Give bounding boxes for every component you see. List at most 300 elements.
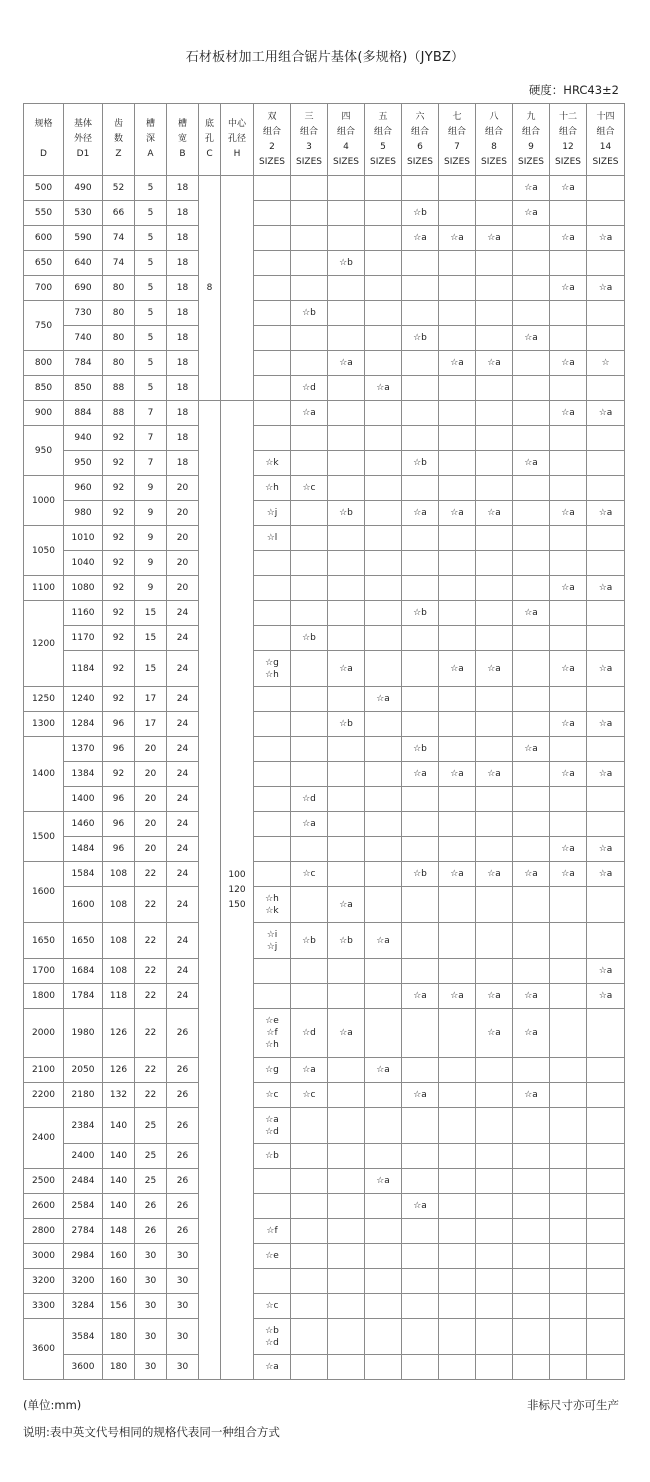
combination-cell: ☆a bbox=[254, 1355, 291, 1380]
outer-diameter-cell: 690 bbox=[64, 276, 103, 301]
combination-cell bbox=[476, 712, 513, 737]
table-row bbox=[24, 201, 625, 226]
column-header bbox=[167, 104, 199, 176]
slot-depth-cell: 25 bbox=[135, 1108, 167, 1144]
combination-cell bbox=[402, 1319, 439, 1355]
combination-cell: ☆a bbox=[513, 1009, 550, 1058]
combination-cell bbox=[254, 276, 291, 301]
outer-diameter-cell: 2400 bbox=[64, 1144, 103, 1169]
spec-d-cell: 2800 bbox=[24, 1219, 64, 1244]
combination-cell bbox=[402, 923, 439, 959]
combination-cell: ☆a bbox=[291, 812, 328, 837]
combination-cell bbox=[365, 1083, 402, 1108]
outer-diameter-cell: 3600 bbox=[64, 1355, 103, 1380]
table-row bbox=[24, 301, 625, 326]
table-row bbox=[24, 626, 625, 651]
combination-cell bbox=[587, 1219, 625, 1244]
combination-cell bbox=[365, 1269, 402, 1294]
combination-cell bbox=[254, 376, 291, 401]
teeth-count-cell: 180 bbox=[103, 1355, 135, 1380]
teeth-count-cell: 92 bbox=[103, 501, 135, 526]
combination-cell: ☆a bbox=[587, 837, 625, 862]
combination-cell: ☆b bbox=[291, 626, 328, 651]
table-row bbox=[24, 837, 625, 862]
bottom-hole-cell: 8 bbox=[199, 176, 221, 401]
slot-width-cell: 30 bbox=[167, 1319, 199, 1355]
combination-cell bbox=[254, 787, 291, 812]
spec-d-cell: 1700 bbox=[24, 959, 64, 984]
combination-cell bbox=[254, 737, 291, 762]
column-header bbox=[221, 104, 254, 176]
combination-cell bbox=[587, 526, 625, 551]
slot-depth-cell: 22 bbox=[135, 959, 167, 984]
combination-cell bbox=[476, 576, 513, 601]
combination-cell: ☆a bbox=[402, 984, 439, 1009]
combination-cell bbox=[587, 1108, 625, 1144]
combination-cell bbox=[402, 176, 439, 201]
combination-cell bbox=[365, 762, 402, 787]
combination-cell: ☆a bbox=[328, 351, 365, 376]
header-line: 组合 bbox=[558, 126, 577, 137]
combination-cell bbox=[513, 426, 550, 451]
slot-depth-cell: 30 bbox=[135, 1269, 167, 1294]
combination-cell bbox=[439, 551, 476, 576]
combination-cell bbox=[513, 276, 550, 301]
combination-cell bbox=[439, 1244, 476, 1269]
slot-width-cell: 26 bbox=[167, 1083, 199, 1108]
combination-cell: ☆a bbox=[402, 1194, 439, 1219]
combination-cell bbox=[513, 1058, 550, 1083]
combination-cell bbox=[365, 1219, 402, 1244]
combination-cell bbox=[328, 1319, 365, 1355]
combination-cell bbox=[365, 984, 402, 1009]
header-line: 组合 bbox=[373, 126, 392, 137]
combination-cell bbox=[439, 426, 476, 451]
combination-cell bbox=[365, 1244, 402, 1269]
header-line: 深 bbox=[145, 134, 155, 144]
combination-cell bbox=[587, 1009, 625, 1058]
combination-cell bbox=[291, 1319, 328, 1355]
combination-cell bbox=[402, 1144, 439, 1169]
teeth-count-cell: 118 bbox=[103, 984, 135, 1009]
table-row bbox=[24, 1269, 625, 1294]
outer-diameter-cell: 730 bbox=[64, 301, 103, 326]
combination-cell bbox=[550, 626, 587, 651]
combination-cell: ☆a bbox=[587, 401, 625, 426]
combination-cell bbox=[513, 1144, 550, 1169]
combination-cell bbox=[254, 401, 291, 426]
combination-cell: ☆a bbox=[587, 226, 625, 251]
header-line: SIZES bbox=[407, 156, 433, 167]
header-line: 组合 bbox=[410, 126, 429, 137]
combination-cell bbox=[476, 737, 513, 762]
combination-cell bbox=[550, 376, 587, 401]
combination-cell bbox=[550, 301, 587, 326]
slot-depth-cell: 15 bbox=[135, 626, 167, 651]
header-line: SIZES bbox=[555, 156, 581, 167]
combination-cell bbox=[439, 1319, 476, 1355]
slot-width-cell: 24 bbox=[167, 762, 199, 787]
spec-d-cell: 1300 bbox=[24, 712, 64, 737]
slot-width-cell: 18 bbox=[167, 401, 199, 426]
slot-width-cell: 24 bbox=[167, 984, 199, 1009]
slot-width-cell: 24 bbox=[167, 687, 199, 712]
header-line: 基体 bbox=[73, 119, 92, 129]
combination-cell: ☆a bbox=[550, 651, 587, 687]
slot-depth-cell: 22 bbox=[135, 887, 167, 923]
combination-cell bbox=[513, 687, 550, 712]
teeth-count-cell: 88 bbox=[103, 376, 135, 401]
header-line bbox=[24, 132, 63, 147]
combination-cell bbox=[402, 551, 439, 576]
header-line: H bbox=[233, 149, 241, 159]
combination-cell bbox=[587, 1269, 625, 1294]
outer-diameter-cell: 3584 bbox=[64, 1319, 103, 1355]
slot-width-cell: 20 bbox=[167, 476, 199, 501]
header-line: 组合 bbox=[521, 126, 540, 137]
header-line: D1 bbox=[76, 149, 90, 159]
combination-cell bbox=[402, 837, 439, 862]
table-row bbox=[24, 1219, 625, 1244]
combination-cell: ☆c bbox=[254, 1294, 291, 1319]
combination-cell: ☆a bbox=[476, 862, 513, 887]
combination-cell bbox=[587, 201, 625, 226]
combination-cell: ☆a bbox=[587, 651, 625, 687]
combination-cell: ☆a bbox=[550, 762, 587, 787]
combination-cell: ☆a bbox=[476, 762, 513, 787]
combination-cell: ☆b bbox=[402, 451, 439, 476]
outer-diameter-cell: 1040 bbox=[64, 551, 103, 576]
outer-diameter-cell: 2584 bbox=[64, 1194, 103, 1219]
combination-cell bbox=[439, 1219, 476, 1244]
outer-diameter-cell: 1600 bbox=[64, 887, 103, 923]
combination-cell bbox=[550, 476, 587, 501]
combination-cell: ☆a bbox=[550, 501, 587, 526]
slot-width-cell: 24 bbox=[167, 862, 199, 887]
combination-cell bbox=[513, 959, 550, 984]
combination-cell bbox=[587, 176, 625, 201]
combination-cell bbox=[550, 887, 587, 923]
outer-diameter-cell: 1400 bbox=[64, 787, 103, 812]
table-row bbox=[24, 787, 625, 812]
outer-diameter-cell: 2384 bbox=[64, 1108, 103, 1144]
center-bore-cell bbox=[221, 176, 254, 401]
combination-cell: ☆b bbox=[328, 923, 365, 959]
combination-cell bbox=[587, 687, 625, 712]
slot-width-cell: 18 bbox=[167, 376, 199, 401]
slot-depth-cell: 20 bbox=[135, 812, 167, 837]
header-line: 5 bbox=[380, 141, 386, 152]
combination-cell bbox=[291, 651, 328, 687]
combination-cell bbox=[550, 1108, 587, 1144]
header-line: 8 bbox=[491, 141, 497, 152]
column-header bbox=[550, 104, 587, 176]
combination-cell bbox=[550, 1194, 587, 1219]
spec-d-cell: 900 bbox=[24, 401, 64, 426]
combination-cell bbox=[402, 887, 439, 923]
outer-diameter-cell: 884 bbox=[64, 401, 103, 426]
combination-cell bbox=[291, 1269, 328, 1294]
combination-cell: ☆a bbox=[365, 376, 402, 401]
combination-cell bbox=[550, 1009, 587, 1058]
combination-cell bbox=[439, 376, 476, 401]
slot-depth-cell: 22 bbox=[135, 1083, 167, 1108]
combination-cell bbox=[513, 1294, 550, 1319]
combination-cell bbox=[365, 1108, 402, 1144]
combination-cell bbox=[291, 501, 328, 526]
table-row bbox=[24, 1319, 625, 1355]
table-row bbox=[24, 326, 625, 351]
header-line: SIZES bbox=[444, 156, 470, 167]
table-row bbox=[24, 1144, 625, 1169]
combination-cell bbox=[365, 862, 402, 887]
combination-cell: ☆a bbox=[439, 351, 476, 376]
combination-cell: ☆b bbox=[254, 1144, 291, 1169]
combination-cell bbox=[365, 1319, 402, 1355]
outer-diameter-cell: 1684 bbox=[64, 959, 103, 984]
combination-cell bbox=[402, 1355, 439, 1380]
table-row bbox=[24, 959, 625, 984]
slot-width-cell: 24 bbox=[167, 812, 199, 837]
combination-cell bbox=[365, 351, 402, 376]
outer-diameter-cell: 1460 bbox=[64, 812, 103, 837]
combination-cell: ☆a bbox=[513, 984, 550, 1009]
combination-cell bbox=[291, 526, 328, 551]
table-row bbox=[24, 1083, 625, 1108]
center-bore-cell bbox=[221, 401, 254, 1380]
header-line: 7 bbox=[454, 141, 460, 152]
slot-depth-cell: 22 bbox=[135, 862, 167, 887]
slot-depth-cell: 5 bbox=[135, 301, 167, 326]
combination-cell bbox=[550, 251, 587, 276]
spec-d-cell: 3600 bbox=[24, 1319, 64, 1380]
spec-d-cell: 1050 bbox=[24, 526, 64, 576]
combination-cell bbox=[291, 737, 328, 762]
combination-cell bbox=[587, 737, 625, 762]
slot-depth-cell: 7 bbox=[135, 401, 167, 426]
combination-cell bbox=[439, 526, 476, 551]
combination-cell bbox=[513, 351, 550, 376]
combination-cell bbox=[550, 601, 587, 626]
combination-cell bbox=[513, 1244, 550, 1269]
combination-cell bbox=[402, 1169, 439, 1194]
combination-cell: ☆b bbox=[328, 251, 365, 276]
teeth-count-cell: 140 bbox=[103, 1169, 135, 1194]
spec-d-cell: 950 bbox=[24, 426, 64, 476]
combination-cell bbox=[328, 837, 365, 862]
spec-d-cell: 550 bbox=[24, 201, 64, 226]
outer-diameter-cell: 2050 bbox=[64, 1058, 103, 1083]
slot-width-cell: 26 bbox=[167, 1009, 199, 1058]
slot-depth-cell: 26 bbox=[135, 1194, 167, 1219]
combination-cell bbox=[550, 923, 587, 959]
combination-cell bbox=[365, 626, 402, 651]
combination-cell bbox=[365, 1144, 402, 1169]
combination-cell bbox=[550, 551, 587, 576]
table-row bbox=[24, 526, 625, 551]
table-row bbox=[24, 276, 625, 301]
combination-cell bbox=[254, 326, 291, 351]
header-line: 组合 bbox=[447, 126, 466, 137]
combination-cell bbox=[402, 301, 439, 326]
teeth-count-cell: 140 bbox=[103, 1144, 135, 1169]
teeth-count-cell: 52 bbox=[103, 176, 135, 201]
header-line: 三 bbox=[304, 111, 314, 122]
combination-cell bbox=[365, 251, 402, 276]
combination-cell bbox=[402, 401, 439, 426]
slot-width-cell: 24 bbox=[167, 651, 199, 687]
combination-cell bbox=[365, 276, 402, 301]
outer-diameter-cell: 960 bbox=[64, 476, 103, 501]
slot-depth-cell: 25 bbox=[135, 1144, 167, 1169]
combination-cell bbox=[550, 1058, 587, 1083]
combination-cell bbox=[476, 326, 513, 351]
combination-cell bbox=[513, 251, 550, 276]
combination-cell bbox=[587, 626, 625, 651]
slot-width-cell: 24 bbox=[167, 837, 199, 862]
slot-depth-cell: 30 bbox=[135, 1294, 167, 1319]
spec-d-cell: 3300 bbox=[24, 1294, 64, 1319]
teeth-count-cell: 126 bbox=[103, 1009, 135, 1058]
teeth-count-cell: 92 bbox=[103, 451, 135, 476]
combination-cell bbox=[513, 923, 550, 959]
combination-cell bbox=[291, 551, 328, 576]
combination-cell bbox=[476, 401, 513, 426]
hardness-spec: 硬度：HRC43±2 bbox=[528, 83, 619, 97]
header-line: Z bbox=[115, 149, 122, 159]
header-line: 九 bbox=[526, 111, 536, 122]
header-line: 五 bbox=[378, 111, 388, 122]
column-header bbox=[513, 104, 550, 176]
combination-cell bbox=[476, 201, 513, 226]
table-row bbox=[24, 1108, 625, 1144]
combination-cell bbox=[587, 1194, 625, 1219]
combination-cell bbox=[291, 887, 328, 923]
combination-cell: ☆a bbox=[476, 501, 513, 526]
table-row bbox=[24, 601, 625, 626]
slot-width-cell: 26 bbox=[167, 1144, 199, 1169]
header-line: 六 bbox=[415, 111, 425, 122]
combination-cell bbox=[439, 923, 476, 959]
combination-cell bbox=[254, 351, 291, 376]
header-line: 孔径 bbox=[227, 134, 246, 144]
combination-cell bbox=[254, 576, 291, 601]
table-row bbox=[24, 887, 625, 923]
outer-diameter-cell: 1370 bbox=[64, 737, 103, 762]
combination-cell: ☆g ☆h bbox=[254, 651, 291, 687]
combination-cell bbox=[365, 176, 402, 201]
teeth-count-cell: 92 bbox=[103, 601, 135, 626]
combination-cell bbox=[291, 1244, 328, 1269]
combination-cell bbox=[365, 712, 402, 737]
combination-cell bbox=[291, 1355, 328, 1380]
teeth-count-cell: 180 bbox=[103, 1319, 135, 1355]
combination-cell: ☆a bbox=[587, 501, 625, 526]
combination-cell bbox=[402, 712, 439, 737]
combination-cell bbox=[328, 812, 365, 837]
combination-cell bbox=[439, 1058, 476, 1083]
combination-cell bbox=[550, 812, 587, 837]
combination-cell bbox=[587, 451, 625, 476]
combination-cell bbox=[402, 1058, 439, 1083]
combination-cell: ☆b bbox=[328, 712, 365, 737]
combination-cell bbox=[550, 959, 587, 984]
spec-d-cell: 500 bbox=[24, 176, 64, 201]
slot-width-cell: 24 bbox=[167, 787, 199, 812]
header-line: 双 bbox=[267, 111, 277, 122]
combination-cell bbox=[439, 959, 476, 984]
teeth-count-cell: 108 bbox=[103, 862, 135, 887]
combination-cell bbox=[513, 712, 550, 737]
slot-width-cell: 30 bbox=[167, 1269, 199, 1294]
combination-cell bbox=[291, 984, 328, 1009]
teeth-count-cell: 92 bbox=[103, 651, 135, 687]
slot-width-cell: 24 bbox=[167, 923, 199, 959]
header-line: 2 bbox=[269, 141, 275, 152]
combination-cell bbox=[328, 526, 365, 551]
combination-cell: ☆b ☆d bbox=[254, 1319, 291, 1355]
combination-cell bbox=[254, 862, 291, 887]
teeth-count-cell: 80 bbox=[103, 326, 135, 351]
spec-d-cell: 1500 bbox=[24, 812, 64, 862]
spec-d-cell: 1800 bbox=[24, 984, 64, 1009]
slot-width-cell: 30 bbox=[167, 1294, 199, 1319]
combination-cell bbox=[254, 984, 291, 1009]
combination-cell bbox=[254, 301, 291, 326]
combination-cell bbox=[550, 1355, 587, 1380]
combination-cell bbox=[476, 376, 513, 401]
combination-cell: ☆a bbox=[513, 176, 550, 201]
outer-diameter-cell: 1080 bbox=[64, 576, 103, 601]
combination-cell bbox=[439, 626, 476, 651]
combination-cell bbox=[328, 601, 365, 626]
combination-cell bbox=[439, 576, 476, 601]
combination-cell: ☆a bbox=[550, 226, 587, 251]
combination-cell: ☆a bbox=[550, 176, 587, 201]
combination-cell bbox=[328, 1169, 365, 1194]
combination-cell bbox=[476, 1294, 513, 1319]
combination-cell bbox=[328, 959, 365, 984]
slot-depth-cell: 20 bbox=[135, 762, 167, 787]
combination-cell bbox=[328, 1219, 365, 1244]
teeth-count-cell: 92 bbox=[103, 426, 135, 451]
table-row bbox=[24, 251, 625, 276]
slot-depth-cell: 17 bbox=[135, 687, 167, 712]
combination-cell bbox=[513, 226, 550, 251]
header-line: SIZES bbox=[333, 156, 359, 167]
combination-cell bbox=[365, 1355, 402, 1380]
combination-cell bbox=[476, 923, 513, 959]
combination-cell bbox=[328, 326, 365, 351]
combination-cell bbox=[513, 1194, 550, 1219]
column-header bbox=[64, 104, 103, 176]
combination-cell bbox=[476, 426, 513, 451]
combination-cell bbox=[328, 762, 365, 787]
combination-cell bbox=[439, 276, 476, 301]
slot-depth-cell: 30 bbox=[135, 1355, 167, 1380]
table-row bbox=[24, 176, 625, 201]
combination-cell bbox=[550, 451, 587, 476]
combination-cell bbox=[439, 737, 476, 762]
combination-cell bbox=[291, 1108, 328, 1144]
combination-cell bbox=[476, 1058, 513, 1083]
combination-cell bbox=[328, 1269, 365, 1294]
column-header bbox=[254, 104, 291, 176]
combination-cell bbox=[513, 1219, 550, 1244]
combination-cell: ☆a bbox=[402, 226, 439, 251]
slot-width-cell: 30 bbox=[167, 1244, 199, 1269]
combination-cell bbox=[587, 1294, 625, 1319]
